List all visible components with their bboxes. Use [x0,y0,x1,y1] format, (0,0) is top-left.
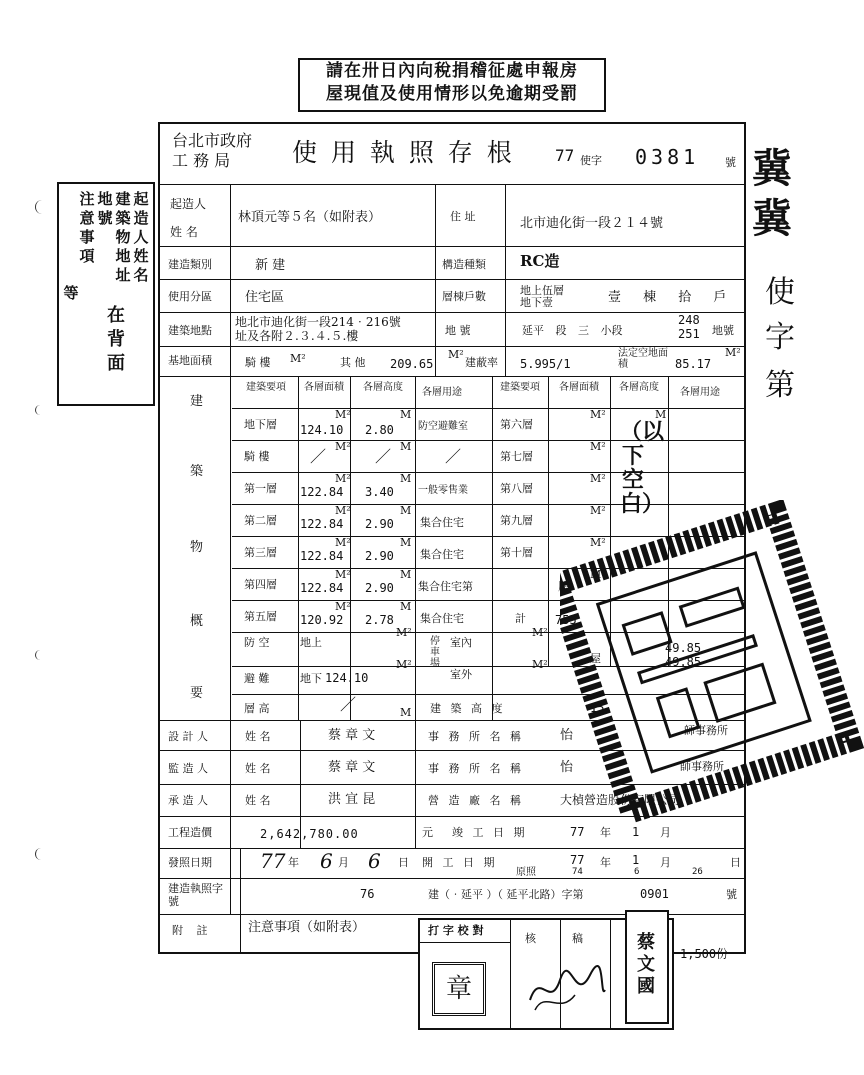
copies-count: 1,500份 [680,947,729,961]
notice-line-2: 屋現值及使用情形以免逾期受罰 [326,84,578,104]
shelter-below-value: 124.10 [325,671,369,685]
original-permit-label: 原照 [516,867,536,878]
side-note-col-3: 地號 [97,190,113,227]
address-value: 北市迪化街一段２１４號 [520,216,664,231]
unit-m2: M² [335,536,351,549]
contractor-name: 洪 宜 昆 [328,792,376,807]
shelter-above: 地上 [300,636,322,649]
unit-m2: M² [590,440,606,453]
floors-label: 層棟戶數 [442,290,486,303]
floor-total: 755 [555,613,577,627]
completion-label: 竣 工 日 期 [452,826,525,839]
unit-m: M [400,568,412,581]
storey-height-label: 層 高 [244,702,270,715]
other-label: 其 他 [340,356,366,369]
floor-name-2: 第十層 [500,546,533,559]
supervisor-name-label: 姓 名 [245,762,271,775]
remark-value: 注意事項（如附表） [248,920,366,935]
shelter-unit: M² [396,626,412,639]
floor-name: 騎 樓 [244,450,270,463]
floor-use: ／ [445,447,462,466]
completion-year-unit: 年 [600,826,611,839]
unit-m: M [400,600,412,613]
floor-height: 2.80 [365,423,394,437]
lot-value: 延平 段 三 小段 [522,324,623,337]
floors-below: 地下壹 [520,296,553,309]
right-margin-char: 字 [765,320,795,355]
sig-label-1: 核 [525,932,536,945]
floors-count: 壹 棟 拾 戶 [608,290,727,305]
open-space-label: 法定空地面積 [618,348,668,370]
storey-height-value: ／ [340,695,357,714]
owner-value: 林頂元等５名（如附表） [238,210,382,225]
right-margin-char: 冀 [752,145,792,192]
roof-value-1: 49.85 [665,641,702,655]
issue-date-label: 發照日期 [168,856,212,869]
floor-name-2: 第七層 [500,450,533,463]
start-month-unit: 月 [660,856,671,869]
name-seal-text: 蔡 文 國 [637,932,655,997]
designer-name: 蔡 章 文 [328,728,376,743]
floor-name: 第二層 [244,514,277,527]
header-suffix: 號 [725,156,736,169]
remark-label: 附 註 [172,924,208,937]
unit-m: M [400,472,412,485]
header-number: 0381 [635,145,700,169]
unit-m2: M² [335,504,351,517]
floor-area: 120.92 [300,613,344,627]
start-year: 77 [570,853,585,867]
zone-label: 使用分區 [168,290,212,303]
other-unit: M² [448,348,464,361]
designer-name-label: 姓 名 [245,730,271,743]
section-char: 建 [190,394,204,409]
col-head-5: 建築要項 [500,382,540,393]
permit-no-2: 建（‧延平 ）（ 延平北路）字第 [428,888,584,901]
designer-office: 怡 [560,728,574,743]
owner-label-b: 姓 名 [170,225,198,239]
location-value-2: 址及各附２.３.４.５.樓 [235,329,359,343]
location-value-1: 地北市迪化街一段214‧216號 [235,315,401,329]
lot-suffix: 地號 [712,324,734,337]
floor-height: 3.40 [365,485,394,499]
col-head-1: 建築要項 [246,382,286,393]
unit-m: M [400,536,412,549]
unit-m2: M² [335,408,351,421]
floor-height: ／ [375,447,392,466]
floor-use: 集合住宅 [420,612,464,625]
col-head-8: 各層用途 [680,387,720,398]
lot-no-2: 251 [678,327,700,341]
hole-mark [35,200,46,214]
unit-m: M [400,440,412,453]
floor-use: 防空避難室 [418,421,468,432]
parking-unit: M² [532,626,548,639]
floors-above: 地上伍層 [520,284,564,297]
structure-value: RC造 [520,252,560,270]
floor-use: 集合住宅 [420,516,464,529]
right-margin-char: 第 [765,368,795,403]
start-date-label: 開 工 日 期 [422,856,495,869]
floor-use: 一般零售業 [418,485,468,496]
permit-no-3: 0901 [640,887,669,901]
floor-height: 2.90 [365,517,394,531]
contractor-office-label: 營 造 廠 名 稱 [428,794,521,807]
floor-area: 122.84 [300,581,344,595]
floor-name: 第三層 [244,546,277,559]
hole-mark [35,848,46,860]
lot-no-1: 248 [678,313,700,327]
unit-m2: M² [335,472,351,485]
unit-m2: M² [335,440,351,453]
floor-height: 2.78 [365,613,394,627]
designer-office-label: 事 務 所 名 稱 [428,730,521,743]
issue-year-unit: 年 [288,856,299,869]
section-char: 概 [190,614,204,629]
org-line-2: 工 務 局 [172,151,231,170]
col-head-7: 各層高度 [619,382,659,393]
hole-mark [35,650,46,660]
arcade-label: 騎 樓 [245,356,271,369]
floor-area: ／ [310,447,327,466]
notice-line-1: 請在卅日內向稅捐稽征處申報房 [326,61,578,81]
build-type-value: 新 建 [255,258,286,273]
coverage-label: 建蔽率 [465,356,498,369]
floor-name-2: 第九層 [500,514,533,527]
original-permit-month: 6 [634,867,640,877]
issue-year: 77 [260,849,286,873]
parking-indoor: 室內 [450,636,472,649]
supervisor-name: 蔡 章 文 [328,760,376,775]
roof-label: 屋 [590,652,601,665]
arcade-unit: M² [290,352,306,365]
unit-m2: M² [590,568,606,581]
storey-height-unit: M [400,706,412,719]
name-seal [625,910,669,1024]
col-head-2: 各層面積 [304,382,344,393]
unit-m: M [400,504,412,517]
original-permit-year: 74 [572,867,583,877]
address-label: 住 址 [450,210,476,223]
location-label: 建築地點 [168,324,212,337]
open-space-unit: M² [725,346,741,359]
handwritten-signature [520,960,610,1020]
floor-name: 第四層 [244,578,277,591]
lot-label: 地 號 [445,324,471,337]
section-char: 物 [190,540,204,555]
permit-no-1: 76 [360,887,375,901]
floor-name-2: 層 [558,580,569,593]
shelter-unit: M² [396,658,412,671]
permit-no-4: 號 [726,888,737,901]
unit-m: M [400,408,412,421]
supervisor-office: 怡 [560,760,574,775]
unit-m2: M² [335,568,351,581]
issue-day: 6 [368,849,381,873]
building-height-label: 建 築 高 度 [430,702,503,715]
section-char: 要 [190,686,204,701]
typist-label: 打 字 校 對 [428,924,484,937]
cost-value: 2,642,780.00 [260,827,359,841]
cost-label: 工程造價 [168,826,212,839]
col-head-6: 各層面積 [559,382,599,393]
contractor-name-label: 姓 名 [245,794,271,807]
floor-name-2: 第六層 [500,418,533,431]
blank-note: （以下空白） [620,419,665,517]
floor-use: 集合住宅第 [418,580,473,593]
coverage-value: 5.995/1 [520,357,571,371]
roof-value-2: 49.85 [665,655,702,669]
designer-label: 設 計 人 [168,730,208,743]
unit-m2: M² [590,472,606,485]
cost-unit: 元 [422,826,433,839]
designer-office-end: 師事務所 [684,724,728,737]
right-margin-char: 冀 [752,195,792,242]
floor-name: 第一層 [244,482,277,495]
parking-label: 停車場 [430,636,440,669]
notice-box [298,58,606,112]
issue-day-unit: 日 [398,856,409,869]
floor-area: 124.10 [300,423,344,437]
right-margin-char: 使 [765,275,795,310]
col-head-4: 各層用途 [422,387,462,398]
start-month: 1 [632,853,640,867]
floor-height: 2.90 [365,581,394,595]
hole-mark [35,405,46,415]
issue-month-unit: 月 [338,856,349,869]
area-label: 基地面積 [168,354,212,367]
supervisor-label: 監 造 人 [168,762,208,775]
sig-label-2: 稿 [572,932,583,945]
unit-m2: M² [590,504,606,517]
header-word: 使字 [580,154,602,167]
floor-name-2: 第八層 [500,482,533,495]
floor-name: 地下層 [244,418,277,431]
org-line-1: 台北市政府 [172,131,253,150]
col-head-3: 各層高度 [363,382,403,393]
shelter-label: 防 空 [244,636,270,649]
refuge-label: 避 難 [244,672,270,685]
unit-m2: M² [590,408,606,421]
completion-year: 77 [570,825,585,839]
side-note-col-1: 起造人姓名 [133,190,149,284]
start-day-unit: 日 [730,856,741,869]
completion-month-unit: 月 [660,826,671,839]
other-value: 209.65 [390,357,434,371]
unit-m2: M² [590,536,606,549]
supervisor-office-label: 事 務 所 名 稱 [428,762,521,775]
building-height-value: 15 [590,701,605,715]
start-year-unit: 年 [600,856,611,869]
floor-area: 122.84 [300,517,344,531]
side-notes-box [57,182,155,406]
permit-no-label: 建造執照字號 [168,882,223,908]
contractor-label: 承 造 人 [168,794,208,807]
unit-m: M [655,408,667,421]
open-space-value: 85.17 [675,357,712,371]
completion-month: 1 [632,825,640,839]
floor-area: 122.84 [300,485,344,499]
side-note-col-4: 注意事項 [79,190,95,265]
start-day: 26 [692,867,703,877]
side-note-col-6: 在背面 [107,305,125,374]
floor-height: 2.90 [365,549,394,563]
floor-name: 第五層 [244,610,277,623]
contractor-office: 大楨營造股份有限公司 [560,793,681,807]
unit-m2: M² [335,600,351,613]
approval-box [418,918,674,1030]
issue-month: 6 [320,849,333,873]
zone-value: 住宅區 [245,290,285,305]
build-type-label: 建造類別 [168,258,212,271]
side-note-col-5: 等 [63,284,79,302]
form-title: 使 用 執 照 存 根 [292,138,515,167]
official-seal-stamp [560,500,864,830]
supervisor-office-end: 師事務所 [680,760,724,773]
square-seal: 章 [432,962,486,1016]
floor-area: 122.84 [300,549,344,563]
floor-name-2: 計 [515,612,526,625]
owner-label-a: 起造人 [170,197,207,211]
side-note-col-2: 建築物地址 [115,190,131,284]
shelter-below: 地下 [300,672,322,685]
parking-outdoor: 室外 [450,668,472,681]
header-year: 77 [555,146,575,165]
parking-unit: M² [532,658,548,671]
structure-label: 構造種類 [442,258,486,271]
section-char: 築 [190,464,204,479]
floor-use: 集合住宅 [420,548,464,561]
